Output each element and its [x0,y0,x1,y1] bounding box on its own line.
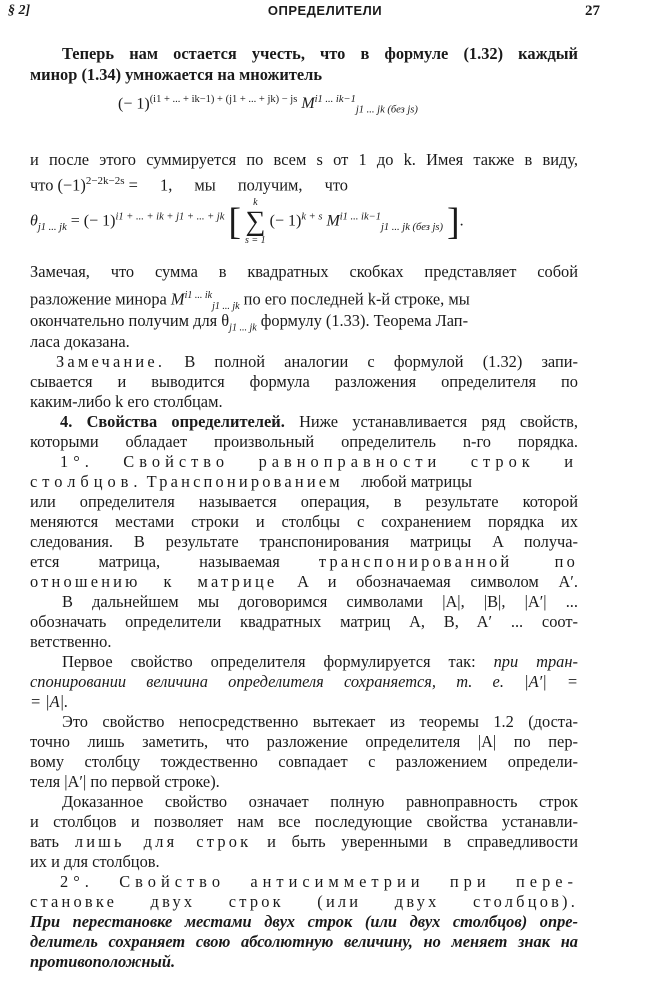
text-fragment: окончательно получим для θ [30,311,230,330]
para-line: и после этого суммируется по всем s от 1 до k. Имея также в виду, [30,150,578,169]
term-highlight: транспонированной по [318,552,578,571]
para-line: вому столбцу тождественно совпадает с разложением определи- [30,752,578,771]
text-fragment: и быть уверенными в справедливости [267,832,578,851]
text-fragment: разложение минора [30,289,167,309]
remark-line: каким-либо k его столбцам. [30,392,223,411]
minor-superscript: i1 ... ik−1 [339,211,381,223]
para-line: В дальнейшем мы договоримся символами |A|, |B|, |A′| ... [62,592,578,611]
text-fragment: формулу (1.33). Теорема Лап- [260,311,469,330]
sigma-icon: ∑ [245,206,266,237]
para-line: ветственно. [30,632,112,651]
para-line [30,652,578,672]
para-line: следования. В результате транспонирования матрицы A получа- [30,532,578,551]
property-title-line2 [30,472,578,492]
text-fragment: = 1, мы получим, что [128,175,348,195]
minor-subscript: j1 ... jk (без js) [380,221,443,233]
text-fragment: вать [30,832,60,851]
para-line: спонировании величина определителя сохраняется, т. е. |A′| = [30,672,578,691]
sum-operator [245,198,266,246]
section-heading-line [30,412,578,432]
remark-line [30,352,578,372]
text-fragment: Первое свойство определителя формулируется так: [62,652,476,671]
text-fragment: любой матрицы [360,472,473,491]
section-heading: 4. Свойства определителей. [60,412,285,431]
para-line [30,552,578,572]
right-bracket: ] [447,201,460,243]
text-fragment: что (−1) [30,175,86,195]
term-highlight: отношению к матрице [30,572,278,591]
running-title: ОПРЕДЕЛИТЕЛИ [267,3,383,18]
para-line: При перестановке местами двух строк (или двух столбцов) опре- [30,912,578,931]
para-line [30,832,578,852]
minor-symbol: M [301,95,315,113]
para-line: или определителя называется операция, в результате которой [30,492,578,511]
formula-multiplier [118,94,418,116]
property-title-part: столбцов. [30,472,143,491]
para-line: точно лишь заметить, что разложение определителя |A| по пер- [30,732,578,751]
minor-subscript: j1 ... jk [212,300,240,312]
formula-line-2 [30,171,578,195]
formula-theta: $\theta_{j1 ... jk}$ = (− 1)$^{i1 + ... + ik + j1 + ... + jk}$ [ k ∑ s = 1 (− 1)$^{k + s}$ $M^{i1 ... ik-1}_{j1 ... jk (без js)}$ ]. [30,197,464,246]
para-line: минор (1.34) умножается на множитель [30,65,323,84]
text-fragment: A и обозначаемая символом A′. [297,572,578,591]
remark-line: сывается и выводится формула разложения определителя по [30,372,578,391]
para-line: которыми обладает произвольный определитель n-го порядка. [30,432,578,451]
formula-exponent: 2−2k−2s [85,175,125,187]
property-title: становке двух строк (или двух столбцов). [30,892,578,911]
para-line: делитель сохраняет свою абсолютную величину, но меняет знак на [30,932,578,951]
para-line: и столбцов и позволяет нам все последующие свойства устанавли- [30,812,578,831]
para-line: = |A|. [30,692,69,711]
page-header [0,3,650,23]
text-fragment: по его последней k-й строке, мы [243,289,470,309]
para-line: ласа доказана. [30,332,130,351]
para-line: меняются местами строки и столбцы с сохранением порядка их [30,512,578,531]
italic-fragment: при тран- [493,652,578,671]
term-highlight: лишь для строк [74,832,252,851]
minor-superscript: i1 ... ik−1 [314,94,356,105]
formula-sign: = (− 1) [70,212,116,230]
term-highlight: Транспонированием [146,472,343,491]
text-fragment: Ниже устанавливается ряд свойств, [299,412,578,431]
para-line: их и для столбцов. [30,852,160,871]
para-line: теля |A′| по первой строке). [30,772,220,791]
formula-exponent: i1 + ... + ik + j1 + ... + jk [115,211,225,223]
para-line: противоположный. [30,952,176,971]
theta-symbol: θ [30,212,38,230]
property-title: 2°. Свойство антисимметрии при пере- [60,872,578,891]
minor-subscript: j1 ... jk (без js) [355,104,418,116]
formula-base: (− 1) [118,95,150,113]
text-fragment: В полной аналогии с формулой (1.32) запи- [184,352,578,371]
formula-exponent: (i1 + ... + ik−1) + (j1 + ... + jk) − js [149,94,298,105]
minor-symbol: M [326,212,340,230]
sum-upper-limit: k [253,197,258,208]
para-line: Теперь нам остается учесть, что в формуле (1.32) каждый [62,44,578,63]
para-line: Это свойство непосредственно вытекает из теоремы 1.2 (доста- [62,712,578,731]
formula-sign: (− 1) [269,212,302,230]
remark-label: Замечание. [56,352,166,371]
left-bracket: [ [228,201,242,243]
theta-subscript: j1 ... jk [229,322,257,334]
para-line [30,572,578,592]
formula-exponent: k + s [301,211,323,223]
minor-superscript: i1 ... ik [184,290,213,301]
para-line: обозначать определители квадратных матриц A, B, A′ ... соот- [30,612,578,631]
sum-lower-limit: s = 1 [245,235,266,246]
section-marker: § 2] [8,3,31,18]
page-number: 27 [585,3,600,19]
para-line-minor: разложение минора $M^{i1 ... ik}_{j1 ... jk}$ по его последней k-й строке, мы [30,289,470,312]
property-title: 1°. Свойство равноправности строк и [60,452,578,471]
theta-subscript: j1 ... jk [37,221,67,233]
text-fragment: ется матрица, называемая [30,552,280,571]
para-line: Доказанное свойство означает полную равноправность строк [62,792,578,811]
para-line: Замечая, что сумма в квадратных скобках представляет собой [30,262,578,281]
